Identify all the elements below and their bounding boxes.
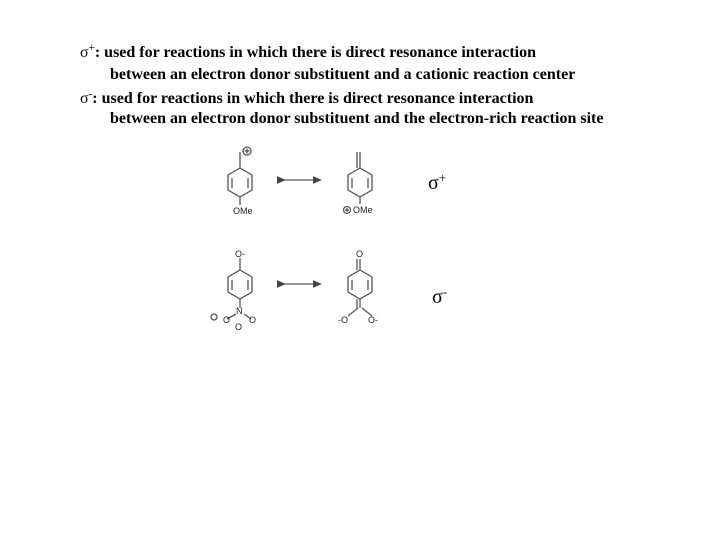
sigma-minus-superscript: -	[88, 88, 93, 100]
nitronate-o-right-label: O-	[368, 315, 378, 325]
sigma-plus-definition-line2: between an electron donor substituent and a cationic reaction center	[110, 66, 576, 83]
sigma-plus-marker-symbol: σ	[428, 172, 439, 194]
benzyl-cation-structure	[228, 147, 252, 205]
nitro-o-right-label: O	[249, 315, 257, 325]
nitro-o-bottom-label: O	[235, 322, 243, 332]
sigma-plus-superscript: +	[88, 42, 95, 54]
sigma-minus-marker-symbol: σ	[432, 286, 443, 308]
quinone-o-label: O	[356, 249, 364, 259]
sigma-plus-text-1: : used for reactions in which there is direct resonance interaction	[94, 44, 536, 61]
left-ome-label: OMe	[233, 206, 253, 216]
sigma-plus-symbol: σ	[80, 44, 89, 61]
nitrophenoxide-structure	[211, 258, 252, 320]
nitronate-o-left-label: -O	[338, 315, 348, 325]
sigma-minus-symbol: σ	[80, 90, 89, 107]
sigma-plus-marker	[428, 170, 446, 194]
quinoid-nitronate-structure	[348, 259, 372, 316]
sigma-plus-marker-superscript: +	[438, 170, 447, 185]
sigma-minus-marker	[432, 284, 447, 308]
sigma-minus-marker-superscript: -	[442, 284, 448, 299]
phenoxide-o-label: O-	[235, 249, 245, 259]
right-ome-label: OMe	[353, 205, 373, 215]
nitro-o-left-label: O	[223, 315, 231, 325]
sigma-minus-text-1: : used for reactions in which there is direct resonance interaction	[92, 90, 534, 107]
nitro-n-label: N	[236, 306, 243, 316]
sigma-minus-definition-line2: between an electron donor substituent and the electron-rich reaction site	[110, 110, 604, 127]
